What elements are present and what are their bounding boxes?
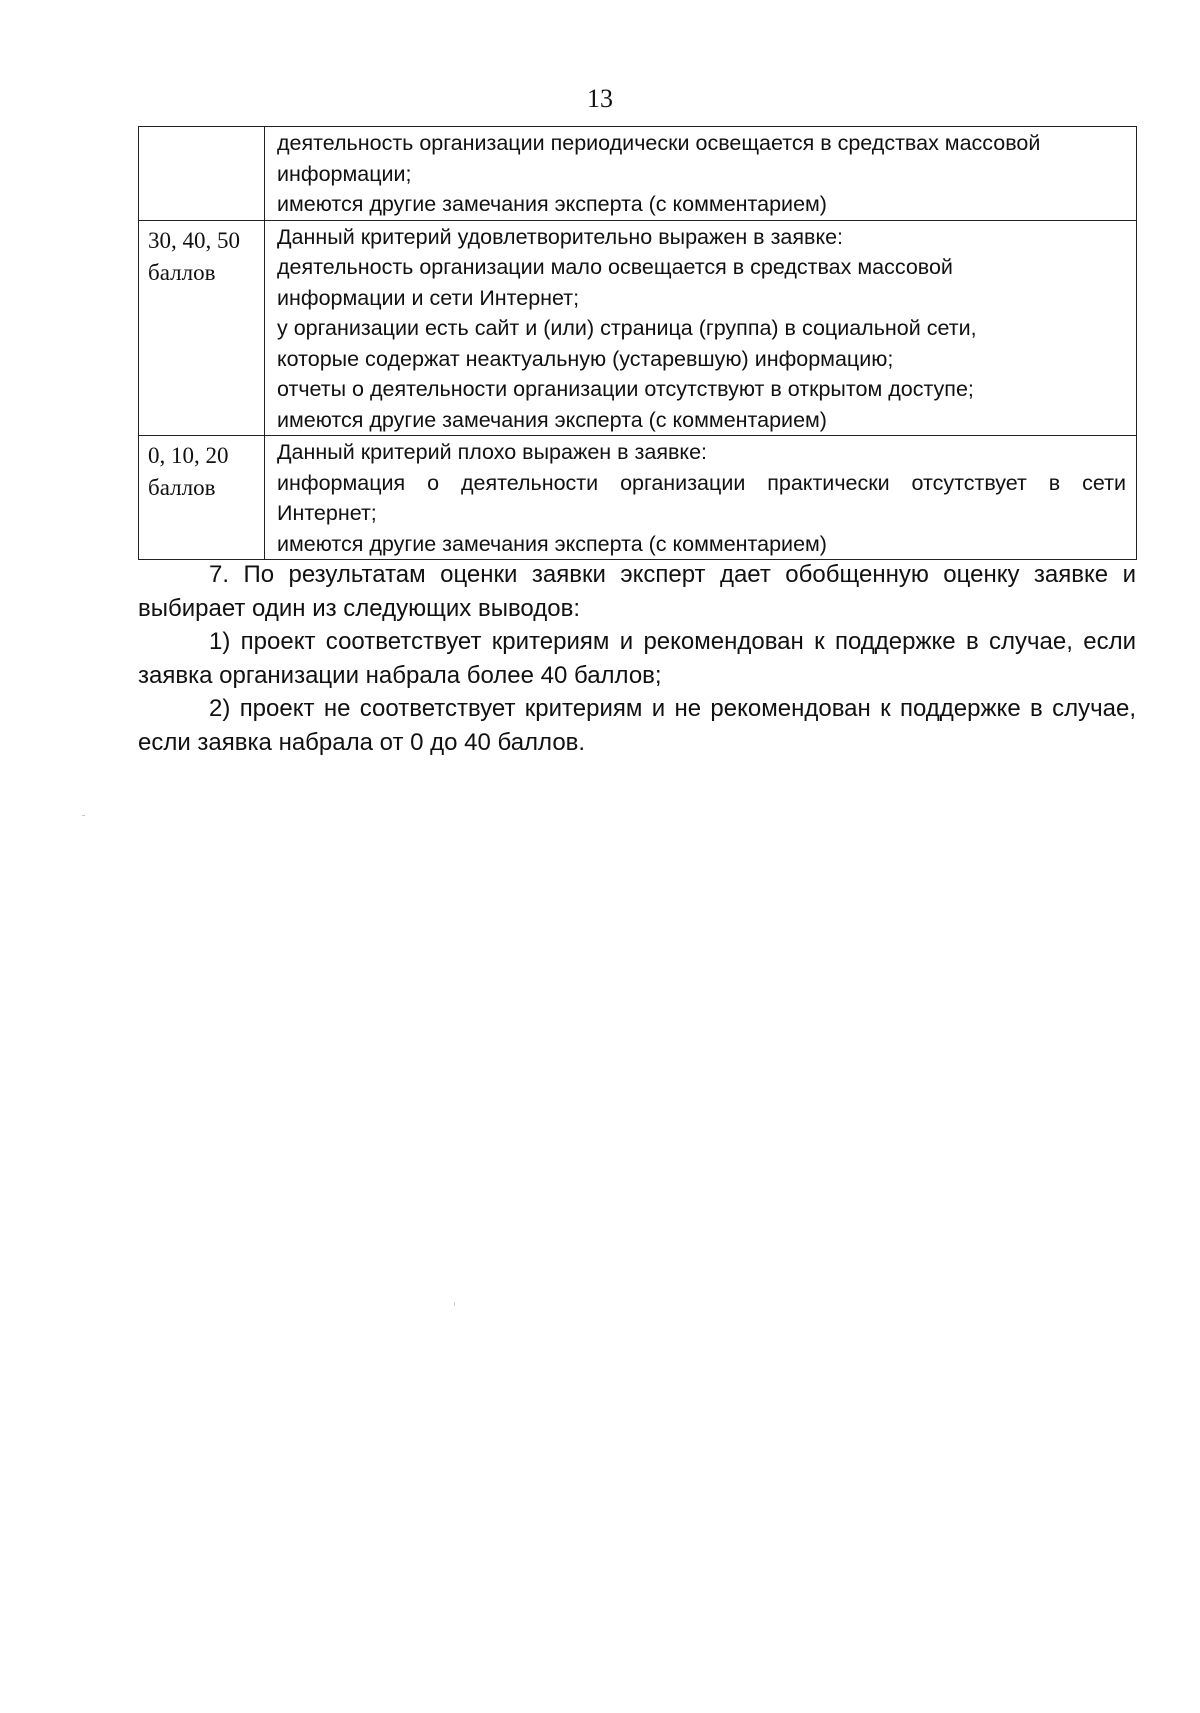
description-cell	[265, 127, 1137, 221]
description-cell	[265, 436, 1137, 560]
list-item: у организации есть сайт и (или) страница (группа) в социальной сети,	[277, 316, 977, 340]
score-cell	[139, 127, 265, 221]
list-item: деятельность организации мало освещается в средствах массовой	[277, 255, 953, 279]
paragraph: 7. По результатам оценки заявки эксперт дает обобщенную оценку заявке и выбирает один из следующих выводов:	[138, 561, 1136, 622]
score-unit: баллов	[148, 475, 216, 500]
page-number: 13	[587, 84, 613, 113]
list-item: имеются другие замечания эксперта (с комментарием)	[277, 192, 827, 216]
scan-speck	[82, 815, 85, 816]
paragraph: 2) проект не соответствует критериям и не рекомендован к поддержке в случае, если заявка набрала от 0 до 40 баллов.	[138, 695, 1136, 756]
list-item: имеются другие замечания эксперта (с комментарием)	[277, 407, 827, 432]
table-row	[139, 436, 1137, 560]
table-row	[139, 220, 1137, 436]
list-item: Данный критерий удовлетворительно выражен в заявке:	[277, 224, 844, 249]
table-row	[139, 127, 1137, 221]
list-item: которые содержат неактуальную (устаревшую) информацию;	[277, 346, 894, 371]
list-item: имеются другие замечания эксперта (с комментарием)	[277, 531, 827, 556]
criteria-table	[138, 126, 1137, 560]
list-item: Интернет;	[277, 501, 377, 525]
list-item: информации;	[277, 161, 412, 186]
score-cell	[139, 220, 265, 436]
conclusion-text	[138, 558, 1136, 759]
score-value: 0, 10, 20	[148, 443, 229, 468]
score-unit: баллов	[148, 259, 216, 285]
scan-speck	[454, 1302, 455, 1306]
paragraph: 1) проект соответствует критериям и рекомендован к поддержке в случае, если заявка организации набрала более 40 баллов;	[138, 628, 1136, 689]
description-cell	[265, 220, 1137, 436]
score-value: 30, 40, 50	[148, 227, 240, 253]
list-item: информации и сети Интернет;	[277, 285, 580, 310]
list-item: деятельность организации периодически освещается в средствах массовой	[277, 131, 1041, 155]
score-cell	[139, 436, 265, 560]
list-item: Данный критерий плохо выражен в заявке:	[277, 440, 707, 464]
list-item: информация о деятельности организации практически отсутствует в сети	[277, 470, 1126, 495]
list-item: отчеты о деятельности организации отсутствуют в открытом доступе;	[277, 377, 974, 401]
